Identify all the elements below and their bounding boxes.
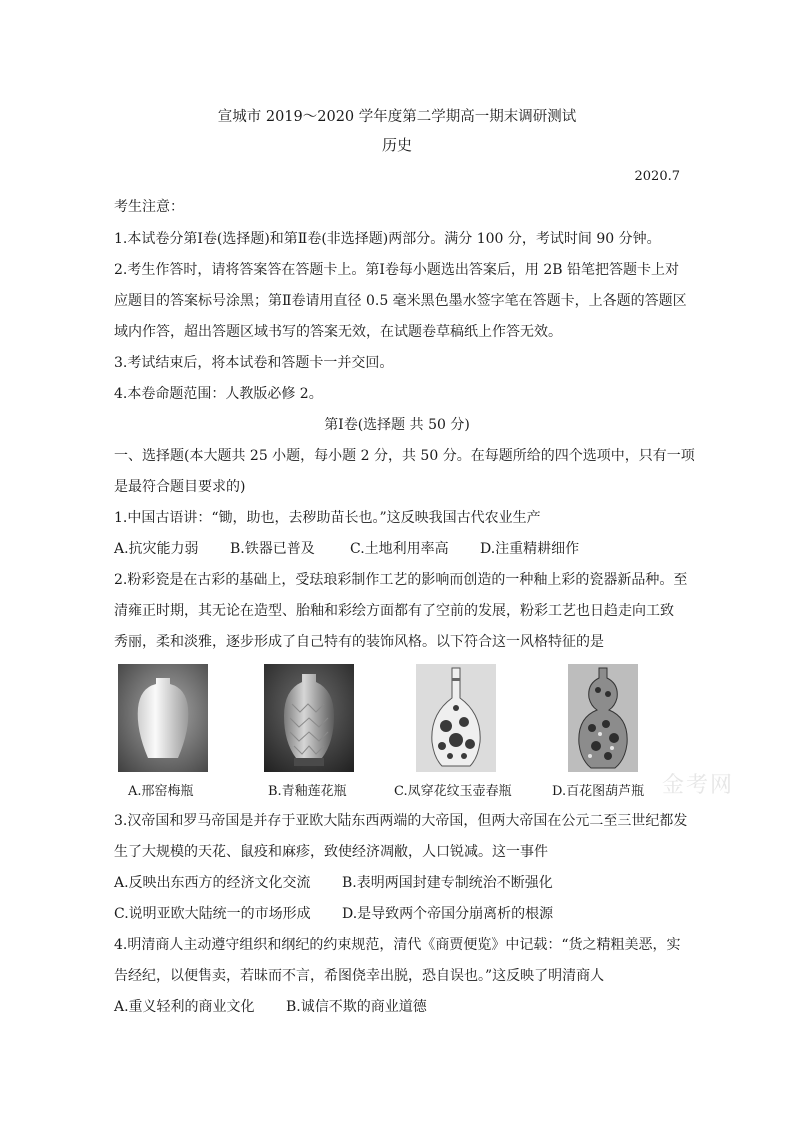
q2-figure-b-caption: B.青釉莲花瓶: [268, 784, 347, 799]
exam-date: 2020.7: [634, 169, 680, 184]
q1-option-b: B.铁器已普及: [230, 541, 315, 557]
notice-item-2-line-1: 2.考生作答时，请将答案答在答题卡上。第Ⅰ卷每小题选出答案后，用 2B 铅笔把答题卡上对: [114, 262, 679, 278]
q1-option-d: D.注重精耕细作: [480, 541, 580, 557]
q2-figure-c: [394, 664, 512, 799]
q2-stem-line-2: 清雍正时期，其无论在造型、胎釉和彩绘方面都有了空前的发展，粉彩工艺也日趋走向工致: [114, 603, 674, 619]
q2-stem-line-1: 2.粉彩瓷是在古彩的基础上，受珐琅彩制作工艺的影响而创造的一种釉上彩的瓷器新品种。至: [114, 572, 688, 588]
q2-figure-d: [552, 664, 645, 799]
q4-stem-line-2: 告经纪，以便售卖，若昧而不言，希图侥幸出脱，恐自误也。”这反映了明清商人: [114, 968, 605, 984]
q3-option-a: A.反映出东西方的经济文化交流: [114, 875, 311, 891]
phoenix-floral-vase-image: [416, 664, 496, 772]
part1-heading: 第Ⅰ卷(选择题 共 50 分): [324, 417, 470, 433]
notice-item-2-line-2: 应题目的答案标号涂黑；第Ⅱ卷请用直径 0.5 毫米黑色墨水签字笔在答题卡，上各题的答题区: [114, 293, 687, 309]
watermark: 金考网: [662, 773, 735, 798]
plain-white-vase-image: [118, 664, 208, 772]
q4-option-b: B.诚信不欺的商业道德: [286, 999, 427, 1015]
q1-option-a: A.抗灾能力弱: [114, 541, 199, 557]
notice-heading: 考生注意：: [114, 199, 184, 215]
notice-item-4: 4.本卷命题范围：人教版必修 2。: [114, 386, 323, 402]
q3-option-c: C.说明亚欧大陆统一的市场形成: [114, 906, 311, 922]
q1-option-c: C.土地利用率高: [350, 541, 449, 557]
q3-option-b: B.表明两国封建专制统治不断强化: [342, 875, 553, 891]
notice-item-1: 1.本试卷分第Ⅰ卷(选择题)和第Ⅱ卷(非选择题)两部分。满分 100 分，考试时间 90 分钟。: [114, 231, 661, 247]
notice-item-3: 3.考试结束后，将本试卷和答题卡一并交回。: [114, 355, 394, 371]
q3-stem-line-1: 3.汉帝国和罗马帝国是并存于亚欧大陆东西两端的大帝国，但两大帝国在公元二至三世纪都发: [114, 813, 688, 829]
subject-title: 历史: [381, 136, 412, 154]
q2-figure-d-caption: D.百花图葫芦瓶: [552, 784, 645, 799]
q4-options: [114, 998, 427, 1016]
exam-title: 宣城市 2019～2020 学年度第二学期高一期末调研测试: [217, 109, 577, 125]
q2-figure-row: [114, 664, 754, 804]
q2-figure-c-caption: C.凤穿花纹玉壶春瓶: [394, 784, 512, 799]
q2-figure-b: [264, 664, 354, 799]
q3-options-row-1: [114, 874, 553, 892]
q3-options-row-2: [114, 905, 553, 923]
lotus-celadon-vase-image: [264, 664, 354, 772]
q1-options: [114, 540, 579, 558]
q2-figure-a-caption: A.邢窑梅瓶: [128, 784, 194, 799]
q2-figure-a: [118, 664, 208, 799]
section-instructions-line-1: 一、选择题(本大题共 25 小题，每小题 2 分，共 50 分。在每题所给的四个选项中，只有一项: [114, 448, 695, 464]
q3-option-d: D.是导致两个帝国分崩离析的根源: [342, 906, 554, 922]
q2-stem-line-3: 秀丽，柔和淡雅，逐步形成了自己特有的装饰风格。以下符合这一风格特征的是: [114, 634, 604, 650]
q4-stem-line-1: 4.明清商人主动遵守组织和纲纪的约束规范，清代《商贾便览》中记载：“货之精粗美恶，实: [114, 937, 681, 953]
notice-item-2-line-3: 域内作答，超出答题区域书写的答案无效，在试题卷草稿纸上作答无效。: [114, 324, 562, 340]
q1-stem: 1.中国古语讲：“锄，助也，去秽助苗长也。”这反映我国古代农业生产: [114, 510, 541, 526]
gourd-flower-vase-image: [568, 664, 638, 772]
q3-stem-line-2: 生了大规模的天花、鼠疫和麻疹，致使经济凋敝，人口锐减。这一事件: [114, 844, 548, 860]
q4-option-a: A.重义轻利的商业文化: [114, 999, 255, 1015]
section-instructions-line-2: 是最符合题目要求的): [114, 479, 246, 495]
